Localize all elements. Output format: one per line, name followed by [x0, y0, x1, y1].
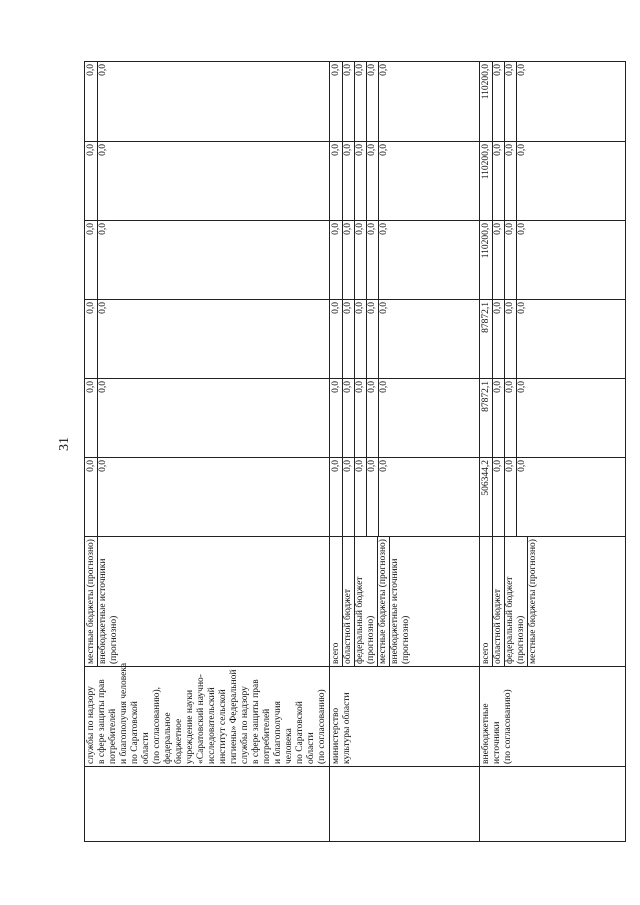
- table-row: [85, 62, 330, 842]
- value-cell: [85, 142, 330, 221]
- value: 0,0: [366, 221, 378, 299]
- value: 0,0: [331, 381, 341, 393]
- organization-line: внебюджетные: [481, 703, 491, 764]
- value: 0,0: [97, 62, 109, 141]
- organization-line: в сфере защиты прав: [251, 679, 261, 764]
- value: 110200,0: [481, 144, 491, 180]
- organization-line: потребителей: [108, 708, 118, 764]
- value: 0,0: [504, 142, 516, 220]
- value: 0,0: [378, 62, 390, 141]
- budget-table: [84, 61, 626, 842]
- value: 0,0: [86, 144, 96, 156]
- value: 0,0: [516, 458, 528, 536]
- value: 0,0: [504, 458, 516, 536]
- funding-source: всего: [481, 642, 491, 664]
- organization-line: институт сельской: [218, 689, 228, 764]
- value-cell: [85, 379, 330, 458]
- value-cell: [330, 221, 480, 300]
- value-cell: [330, 300, 480, 379]
- funding-source: всего: [331, 642, 341, 664]
- value: 87872,1: [481, 302, 491, 333]
- table-row: [480, 62, 626, 842]
- blank-cell: [330, 767, 480, 842]
- value-cell: [480, 300, 626, 379]
- value: 0,0: [342, 62, 354, 141]
- value: 0,0: [331, 64, 341, 76]
- value: 0,0: [366, 300, 378, 378]
- value-cell: [480, 221, 626, 300]
- organization-cell: [480, 667, 626, 767]
- organization-line: бюджетное: [174, 718, 184, 764]
- organization-line: по Саратовской: [295, 701, 305, 764]
- value: 0,0: [331, 460, 341, 472]
- organization-line: области: [306, 732, 316, 764]
- value: 0,0: [504, 379, 516, 457]
- value: 0,0: [97, 142, 109, 220]
- organization-line: культуры области: [342, 692, 352, 764]
- value: 0,0: [516, 142, 528, 220]
- value: 0,0: [366, 379, 378, 457]
- organization-line: (по согласованию): [317, 689, 327, 764]
- value: 0,0: [354, 62, 366, 141]
- value: 0,0: [86, 381, 96, 393]
- source-cell: [480, 537, 626, 667]
- value: 0,0: [354, 458, 366, 536]
- funding-source: федеральный бюджет (прогнозно): [504, 537, 527, 666]
- organization-line: учреждение науки: [185, 689, 195, 764]
- organization-line: исследовательский: [207, 687, 217, 764]
- value: 0,0: [492, 62, 504, 141]
- value: 0,0: [366, 62, 378, 141]
- value-cell: [85, 62, 330, 142]
- organization-line: гигиены» Федеральной: [229, 669, 239, 764]
- value: 0,0: [342, 300, 354, 378]
- organization-line: службы по надзору: [86, 686, 96, 764]
- budget-table-rotated: [84, 62, 556, 842]
- value: 0,0: [492, 379, 504, 457]
- funding-source: федеральный бюджет (прогнозно): [354, 537, 377, 666]
- organization-line: «Саратовский научно-: [196, 674, 206, 764]
- funding-source: областной бюджет: [342, 537, 354, 666]
- value: 0,0: [342, 458, 354, 536]
- value: 0,0: [378, 458, 390, 536]
- value: 0,0: [366, 142, 378, 220]
- organization-line: в сфере защиты прав: [97, 679, 107, 764]
- value: 87872,1: [481, 381, 491, 412]
- value-cell: [330, 379, 480, 458]
- value: 0,0: [86, 460, 96, 472]
- value: 0,0: [97, 379, 109, 457]
- value: 110200,0: [481, 223, 491, 259]
- value-cell: [480, 62, 626, 142]
- funding-source: внебюджетные источники (прогнозно): [97, 537, 120, 666]
- value: 0,0: [366, 458, 378, 536]
- value-cell: [85, 458, 330, 537]
- value: 0,0: [342, 142, 354, 220]
- value: 0,0: [378, 142, 390, 220]
- value: 0,0: [516, 300, 528, 378]
- value-cell: [480, 142, 626, 221]
- organization-line: (по согласованию),: [152, 686, 162, 764]
- value: 0,0: [504, 300, 516, 378]
- funding-source: местные бюджеты (прогнозно): [86, 539, 96, 664]
- value: 0,0: [331, 223, 341, 235]
- value: 0,0: [516, 379, 528, 457]
- value: 0,0: [331, 144, 341, 156]
- value: 0,0: [378, 221, 390, 299]
- organization-line: потребителей: [262, 708, 272, 764]
- value-cell: [85, 300, 330, 379]
- value: 0,0: [97, 458, 109, 536]
- value: 0,0: [504, 62, 516, 141]
- source-cell: [330, 537, 480, 667]
- value: 0,0: [354, 142, 366, 220]
- value: 0,0: [492, 458, 504, 536]
- value: 0,0: [331, 302, 341, 314]
- funding-source: местные бюджеты (прогнозно): [377, 537, 389, 666]
- organization-line: и благополучия: [273, 701, 283, 764]
- value: 0,0: [342, 379, 354, 457]
- value: 0,0: [354, 221, 366, 299]
- organization-line: по Саратовской: [130, 701, 140, 764]
- blank-cell: [480, 767, 626, 842]
- organization-line: человека: [284, 728, 294, 764]
- value: 0,0: [492, 300, 504, 378]
- value: 0,0: [492, 142, 504, 220]
- value: 0,0: [97, 221, 109, 299]
- value: 0,0: [378, 379, 390, 457]
- value: 0,0: [504, 221, 516, 299]
- value: 0,0: [86, 223, 96, 235]
- value: 0,0: [492, 221, 504, 299]
- funding-source: областной бюджет: [492, 537, 504, 666]
- value: 0,0: [354, 300, 366, 378]
- value: 0,0: [516, 62, 528, 141]
- organization-line: (по согласованию): [503, 689, 513, 764]
- organization-line: и благополучия человека: [119, 662, 129, 764]
- value: 0,0: [86, 64, 96, 76]
- source-cell: [85, 537, 330, 667]
- value-cell: [330, 62, 480, 142]
- value: 0,0: [342, 221, 354, 299]
- value: 0,0: [97, 300, 109, 378]
- organization-line: области: [141, 732, 151, 764]
- table-row: [330, 62, 480, 842]
- value-cell: [330, 458, 480, 537]
- page-number: 31: [57, 437, 72, 451]
- value: 506344,2: [481, 460, 491, 496]
- value: 0,0: [86, 302, 96, 314]
- value: 0,0: [378, 300, 390, 378]
- organization-line: источники: [492, 721, 502, 764]
- value-cell: [85, 221, 330, 300]
- funding-source: местные бюджеты (прогнозно): [527, 537, 539, 666]
- value: 0,0: [354, 379, 366, 457]
- blank-cell: [85, 767, 330, 842]
- organization-line: службы по надзору: [240, 686, 250, 764]
- organization-cell: [85, 662, 330, 767]
- organization-line: министерство: [331, 707, 341, 764]
- value-cell: [480, 458, 626, 537]
- organization-cell: [330, 667, 480, 767]
- value-cell: [480, 379, 626, 458]
- value: 0,0: [516, 221, 528, 299]
- organization-line: федеральное: [163, 712, 173, 764]
- value-cell: [330, 142, 480, 221]
- value: 110200,0: [481, 64, 491, 100]
- funding-source: внебюджетные источники (прогнозно): [389, 537, 412, 666]
